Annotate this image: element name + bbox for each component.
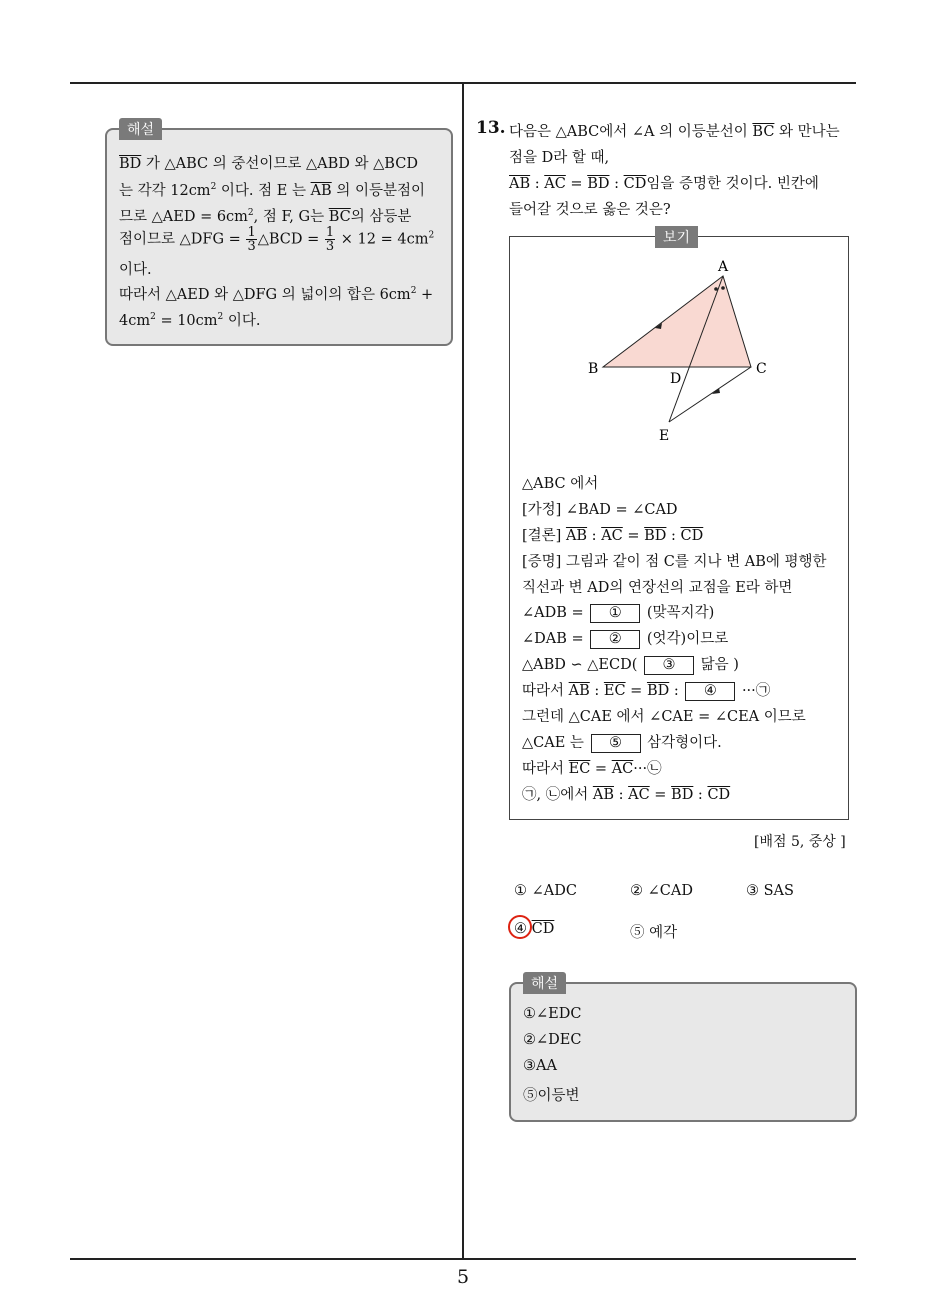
proof-line-9: 따라서 $\overline{AB}$ : $\overline{EC} = \overline{BD}$ : ④ ···㉠ [522,683,771,699]
proof-line-2: [가정] ∠BAD = ∠CAD [522,502,678,518]
triangle-abc [603,276,751,367]
parallel-arrow-ce [712,388,720,394]
score-label: [배점 5, 중상 ] [754,834,846,850]
proof-line-12: 따라서 $\overline{EC}$ = $\overline{AC}\cdot\cdot\cdot㉡$ [522,761,662,777]
page-number: 5 [456,1266,470,1288]
label-e: E [659,428,670,444]
solution-line-4: 점이므로 △DFG = $\frac{1}{3}$ △BCD = $\frac{1}{3}$ × $12 = 4cm^2$ [119,225,435,254]
blank-3: ③ [644,656,694,675]
proof-line-7: ∠DAB = ② (엇각)이므로 [522,631,729,647]
question-line-1: 다음은 △ABC에서 ∠A 의 이등분선이 $\overline{BC}$ 와 만나는 [509,124,840,140]
question-number: 13. [476,118,506,138]
proof-line-1: △ABC 에서 [522,476,599,492]
angle-mark-dot [714,287,718,291]
proof-line-8: △ABD ∽ △ECD( ③ 닮음 ) [522,657,739,673]
choice-4[interactable]: ④ $\overline{CD}$ [514,921,555,937]
blank-2: ② [590,630,640,649]
bogi-tag: 보기 [655,226,698,248]
bottom-rule [70,1258,856,1260]
solution-tag: 해설 [523,972,566,994]
column-divider [462,82,464,1259]
triangle-diagram [580,252,800,452]
proof-line-5: 직선과 변 AD의 연장선의 교점을 E라 하면 [522,580,793,596]
label-a: A [718,259,729,275]
label-b: B [588,361,599,377]
solution-item-1: ①∠EDC [523,1006,582,1022]
proof-line-10: 그런데 △CAE 에서 ∠CAE = ∠CEA 이므로 [522,709,806,725]
angle-mark-dot [721,286,725,290]
blank-1: ① [590,604,640,623]
answer-circle-mark [508,915,532,939]
parallel-arrow-ab [655,323,662,329]
proof-line-6: ∠ADB = ① (맞꼭지각) [522,605,715,621]
question-line-2: 점을 D라 할 때, [509,150,610,166]
solution-tag: 해설 [119,118,162,140]
solution-item-3: ③AA [523,1058,557,1074]
choice-1[interactable]: ① ∠ADC [514,883,577,899]
question-line-3: $\overline{AB}$ : $\overline{AC} = \overline{BD}$ : $\overline{CD}$임을 증명한 것이다. 빈칸에 [509,176,819,192]
solution-line-2: 는 각각 $12cm^2$ 이다. 점 E 는 $\overline{AB}$ 의 이등분점이 [119,182,425,199]
choice-3[interactable]: ③ SAS [746,883,794,899]
segment-ce [669,367,751,422]
label-c: C [756,361,767,377]
choice-5[interactable]: ⑤ 예각 [630,925,678,941]
fraction: $\frac{1}{3}$ [247,225,256,254]
proof-line-11: △CAE 는 ⑤ 삼각형이다. [522,735,722,751]
solution-item-4: ⑤이등변 [523,1088,580,1104]
proof-line-13: ㉠, ㉡에서 $\overline{AB}$ : $\overline{AC} = \overline{BD}$ : $\overline{CD}$ [522,787,731,803]
fraction: $\frac{1}{3}$ [325,225,335,254]
solution-item-2: ②∠DEC [523,1032,582,1048]
solution-line-3: 므로 △AED = $6cm^2$, 점 F, G는 $\overline{BC}$의 삼등분 [119,208,412,225]
solution-line-7: $4cm^2 = 10cm^2$ 이다. [119,312,261,329]
blank-4: ④ [685,682,735,701]
question-line-4: 들어갈 것으로 옳은 것은? [509,202,671,218]
right-solution-box [509,976,857,1122]
proof-line-4: [증명] 그림과 같이 점 C를 지나 변 AB에 평행한 [522,554,827,570]
left-solution-box [105,122,453,346]
choice-2[interactable]: ② ∠CAD [630,883,693,899]
label-d: D [670,371,682,387]
solution-line-1: $\overline{BD}$ 가 △ABC 의 중선이므로 △ABD 와 △BCD [119,156,418,172]
proof-line-3: [결론] $\overline{AB}$ : $\overline{AC} = \overline{BD}$ : $\overline{CD}$ [522,528,704,544]
solution-line-5: 이다. [119,262,152,278]
blank-5: ⑤ [591,734,641,753]
solution-line-6: 따라서 △AED 와 △DFG 의 넓이의 합은 $6cm^2$ + [119,286,434,303]
